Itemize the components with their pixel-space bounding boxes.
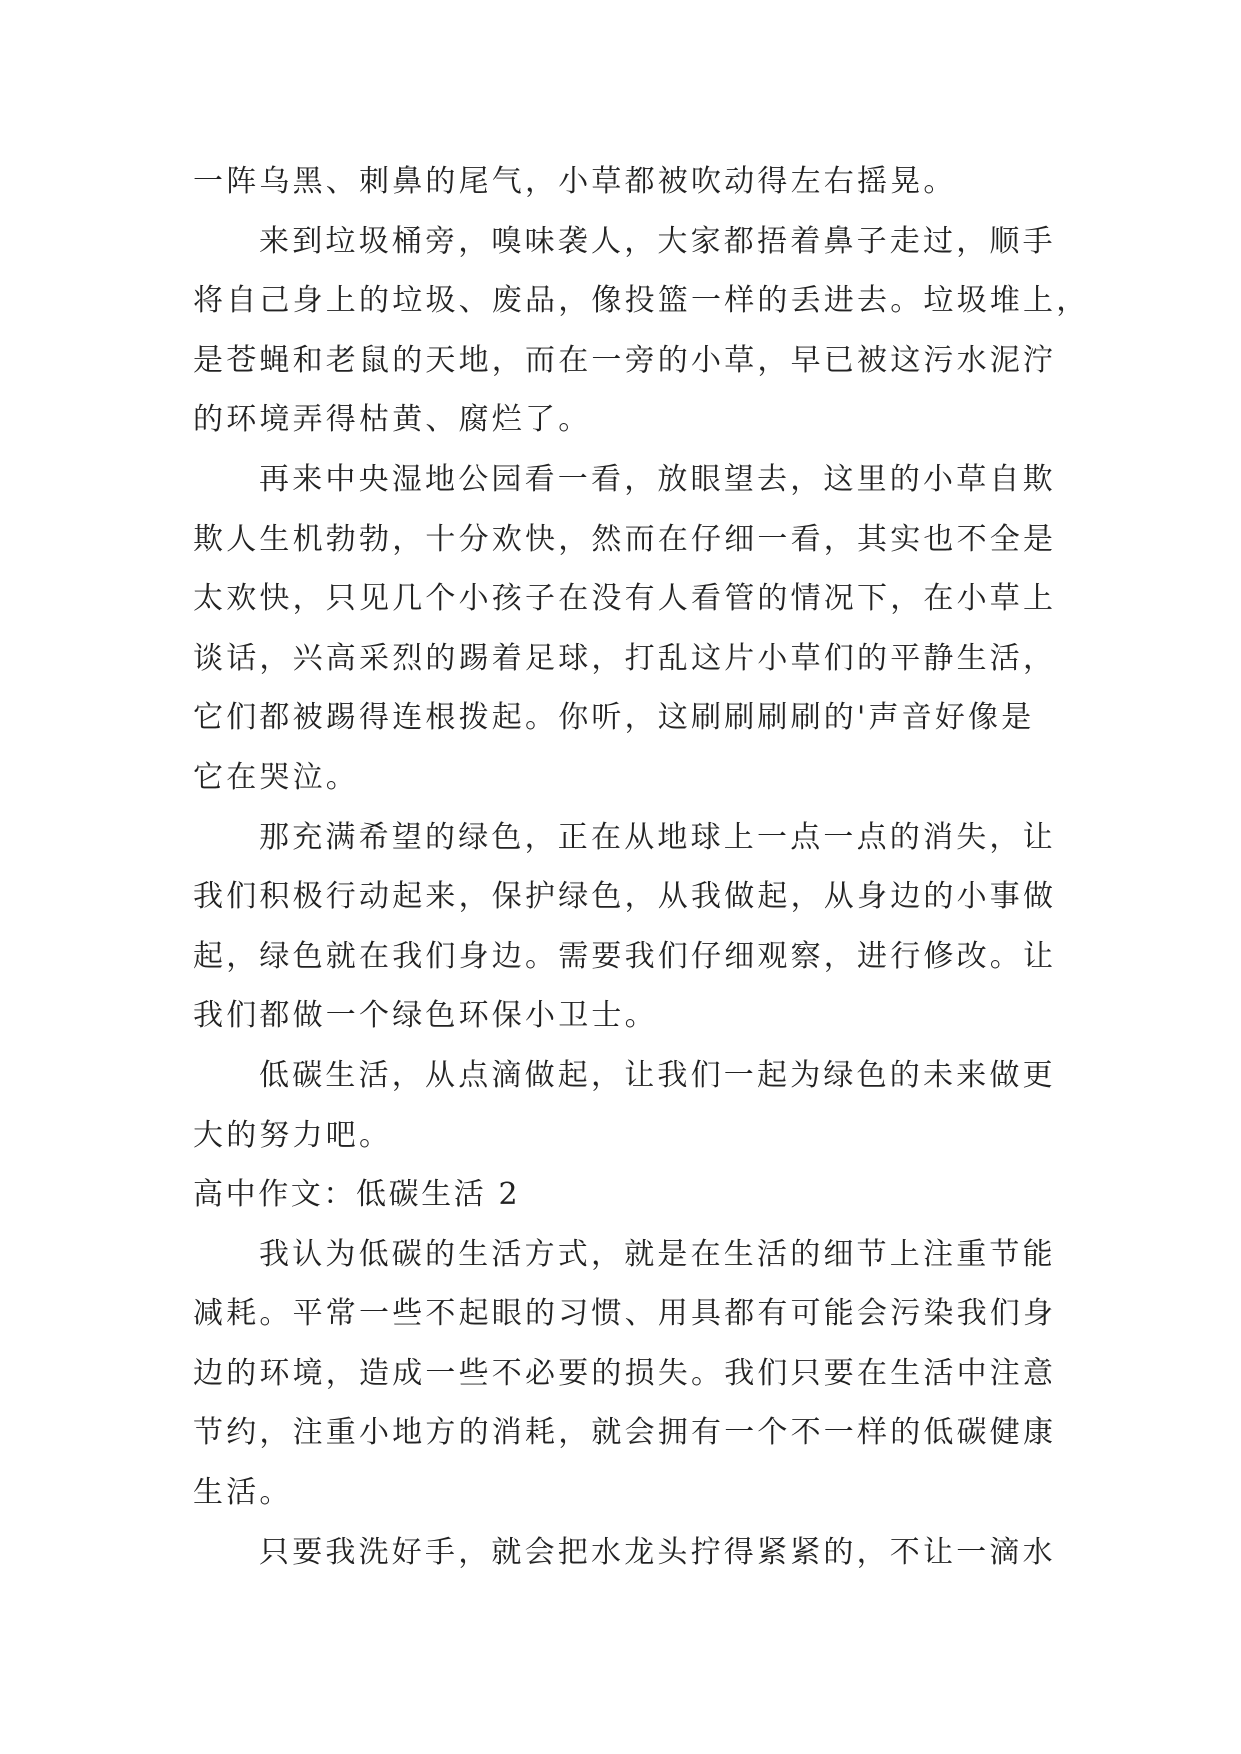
paragraph-start-line: 那充满希望的绿色，正在从地球上一点一点的消失，让 — [259, 819, 1056, 855]
text-line: 起，绿色就在我们身边。需要我们仔细观察，进行修改。让 — [193, 938, 1057, 974]
section-heading: 高中作文：低碳生活 2 — [193, 1177, 521, 1213]
text-line: 它们都被踢得连根拨起。你听，这刷刷刷刷的'声音好像是 — [193, 700, 1035, 736]
text-line: 的环境弄得枯黄、腐烂了。 — [193, 402, 592, 438]
text-line: 一阵乌黑、刺鼻的尾气，小草都被吹动得左右摇晃。 — [193, 164, 957, 199]
text-line: 边的环境，造成一些不必要的损失。我们只要在生活中注意 — [193, 1355, 1057, 1391]
text-line: 将自己身上的垃圾、废品，像投篮一样的丢进去。垃圾堆上， — [193, 283, 1090, 319]
text-line: 我们积极行动起来，保护绿色，从我做起，从身边的小事做 — [193, 879, 1057, 915]
document-body — [193, 152, 1090, 1582]
text-line: 是苍蝇和老鼠的天地，而在一旁的小草，早已被这污水泥泞 — [193, 342, 1057, 378]
text-line: 太欢快，只见几个小孩子在没有人看管的情况下，在小草上 — [193, 581, 1057, 617]
text-line: 大的努力吧。 — [193, 1117, 393, 1153]
paragraph-start-line: 来到垃圾桶旁，嗅味袭人，大家都捂着鼻子走过，顺手 — [259, 223, 1056, 259]
text-line: 节约，注重小地方的消耗，就会拥有一个不一样的低碳健康 — [193, 1415, 1057, 1451]
text-line: 它在哭泣。 — [193, 759, 359, 795]
paragraph-start-line: 低碳生活，从点滴做起，让我们一起为绿色的未来做更 — [259, 1057, 1056, 1093]
text-line: 欺人生机勃勃，十分欢快，然而在仔细一看，其实也不全是 — [193, 521, 1057, 557]
text-line: 生活。 — [193, 1475, 293, 1511]
text-line: 减耗。平常一些不起眼的习惯、用具都有可能会污染我们身 — [193, 1296, 1057, 1332]
paragraph-start-line: 再来中央湿地公园看一看，放眼望去，这里的小草自欺 — [259, 461, 1056, 497]
paragraph-start-line: 只要我洗好手，就会把水龙头拧得紧紧的，不让一滴水 — [259, 1534, 1056, 1570]
paragraph-start-line: 我认为低碳的生活方式，就是在生活的细节上注重节能 — [259, 1236, 1056, 1272]
text-line: 我们都做一个绿色环保小卫士。 — [193, 998, 658, 1034]
text-line: 谈话，兴高采烈的踢着足球，打乱这片小草们的平静生活， — [193, 640, 1057, 676]
